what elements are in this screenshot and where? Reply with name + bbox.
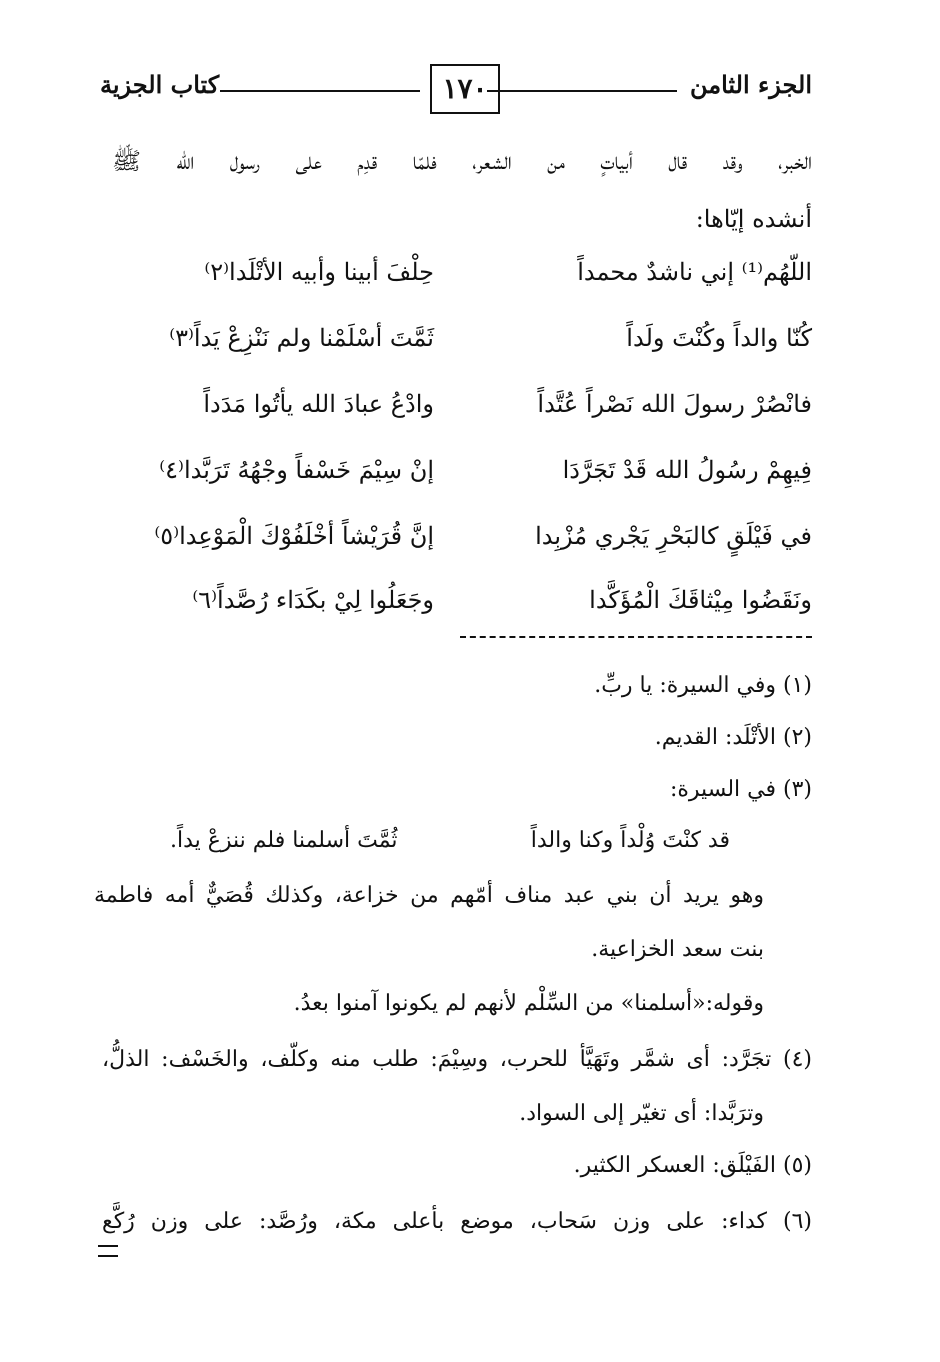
poem-hemistich-left: إنَّ قُرَيْشاً أخْلَفُوْكَ الْمَوْعِدا⁽٥⁾ [154, 522, 434, 550]
poem-hemistich-right: كُنّا والداً وكُنْتَ ولَداً [626, 324, 812, 352]
continuation-mark [98, 1245, 118, 1257]
footnote-3-verse-left: ثُمَّتَ أسلمنا فلم ننزعْ يداً. [170, 828, 398, 853]
footnote-4: (٤) تجَرَّد: أى شمَّر وتَهَيَّأ للحرب، وسِيْمَ: طلب منه وكلّف، والخَسْف: الذلُّ، [102, 1047, 812, 1072]
poem-hemistich-left: وادْعُ عبادَ الله يأتُوا مَدَداً [203, 390, 434, 418]
footnote-3-text: وهو يريد أن بني عبد مناف أمّهم من خزاعة، وكذلك قُصَيٌّ أمه فاطمة [94, 883, 764, 908]
footnote-5: (٥) الفَيْلَق: العسكر الكثير. [573, 1153, 812, 1178]
footnote-3-verse [170, 828, 730, 860]
poem-verse [100, 522, 812, 570]
poem-verse [100, 586, 812, 634]
poem-verse [100, 324, 812, 372]
poem-verse [100, 390, 812, 438]
footnote-6: (٦) كداء: على وزن سَحاب، موضع بأعلى مكة، ورُصَّد: على وزن رُكَّع [102, 1209, 812, 1234]
poem-hemistich-right: فِيهِمْ رسُولُ الله قَدْ تَجَرَّدَا [562, 456, 812, 484]
header-rule-left [220, 90, 420, 92]
poem-hemistich-right: ونَقَضُوا مِيْثاقَكَ الْمُؤَكَّدا [589, 586, 812, 614]
footnote-3-text: بنت سعد الخزاعية. [591, 937, 764, 962]
volume-title: الجزء الثامن [689, 70, 812, 99]
footnote-1: (١) وفي السيرة: يا ربِّ. [594, 673, 812, 698]
footnote-3-verse-right: قد كنْتَ وُلْداً وكنا والداً [530, 828, 730, 853]
page-number: ١٧٠ [430, 64, 500, 114]
footnote-2: (٢) الأتْلَد: القديم. [654, 725, 812, 750]
poem-hemistich-left: وجَعَلُوا لِيْ بكَدَاء رُصَّداً⁽٦⁾ [192, 586, 434, 614]
poem-verse [100, 258, 812, 306]
footnote-4-continued: وترَبَّدا: أى تغيّر إلى السواد. [519, 1101, 764, 1126]
footnote-separator [460, 636, 812, 638]
header-rule-right [487, 90, 677, 92]
book-title: كتاب الجزية [100, 70, 220, 99]
poem-hemistich-left: ثَمَّتَ أسْلَمْنا ولم نَنْزِعْ يَداً⁽٣⁾ [169, 324, 434, 352]
page-header [100, 60, 812, 120]
poem-hemistich-right: فانْصُرْ رسولَ الله نَصْراً عُتَّداً [537, 390, 812, 418]
footnote-3-text: وقوله:«أسلمنا» من السِّلْم لأنهم لم يكونوا آمنوا بعدُ. [293, 991, 764, 1016]
poem-verse [100, 456, 812, 504]
poem-hemistich-right: اللّهُم⁽¹⁾ إني ناشدٌ محمداً [577, 258, 812, 286]
poem-hemistich-left: حِلْفَ أبينا وأبيه الأتْلَدا⁽٢⁾ [204, 258, 434, 286]
intro-line-1: الخبر، وقد قال أبياتٍ من الشعر، فلمّا قدِم على رسول الله ﷺ [112, 147, 812, 175]
poem-hemistich-right: في فَيْلَقٍ كالبَحْرِ يَجْري مُزْبِدا [535, 522, 812, 550]
footnote-3: (٣) في السيرة: [669, 777, 812, 802]
intro-line-2: أنشده إيّاها: [695, 205, 812, 233]
poem-hemistich-left: إنْ سِيْمَ خَسْفاً وجْهُهُ تَرَبَّدا⁽٤⁾ [159, 456, 434, 484]
